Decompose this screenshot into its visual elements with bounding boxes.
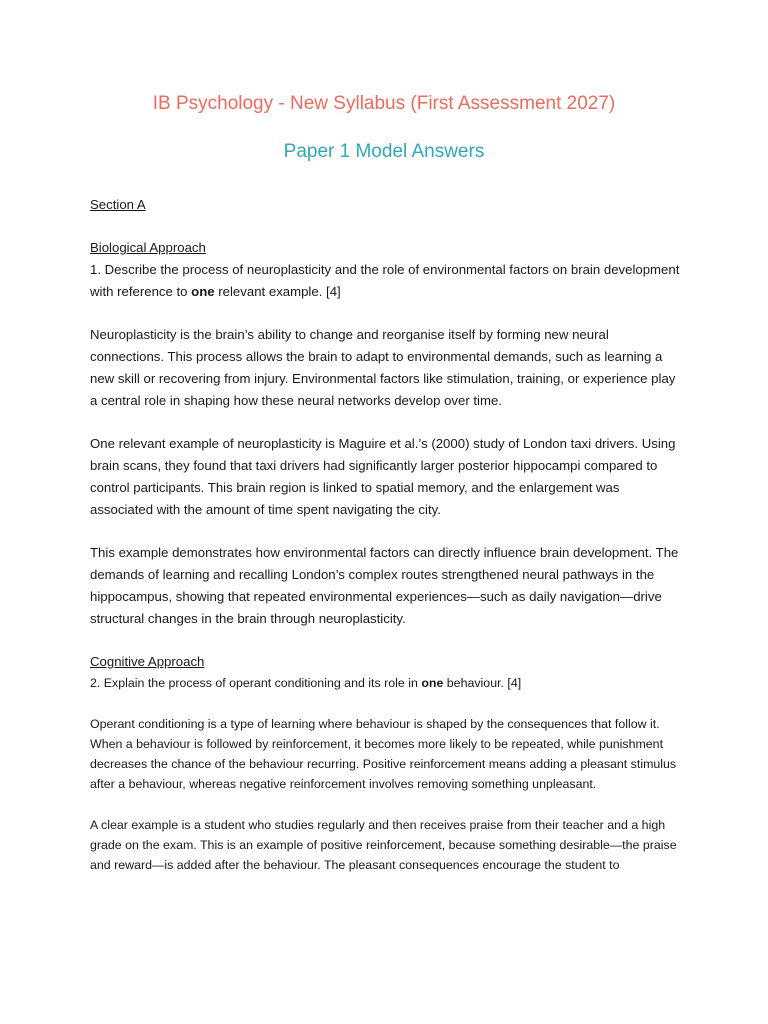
document-subtitle: Paper 1 Model Answers: [283, 141, 485, 162]
answer-2-paragraph-1: Operant conditioning is a type of learning where behaviour is shaped by the consequences that follow it. When a behaviour is followed by reinforcement, it becomes more likely to be repeated, while punishment decreases the chance of the behaviour recurring. Positive reinforcement means adding a pleasant stimulus after a behaviour, whereas negative reinforcement involves removing something unpleasant.: [90, 717, 677, 791]
document-title: IB Psychology - New Syllabus (First Assessment 2027): [152, 93, 616, 114]
question-2-mark: behaviour. [4]: [443, 676, 522, 690]
question-2-text: 2. Explain the process of operant conditioning and its role in: [90, 676, 422, 690]
question-1-mark: relevant example. [4]: [214, 284, 341, 299]
question-2: [90, 673, 680, 693]
cognitive-approach-heading: Cognitive Approach: [90, 654, 205, 669]
answer-1-paragraph-3: This example demonstrates how environmental factors can directly influence brain development. The demands of learning and recalling London’s complex routes strengthened neural pathways in the hippocampus, showing that repeated environmental experiences—such as daily navigation—drive structural changes in the brain through neuroplasticity.: [90, 545, 679, 626]
answer-2-paragraph-2: A clear example is a student who studies regularly and then receives praise from their teacher and a high grade on the exam. This is an example of positive reinforcement, because something desirable—the praise and reward—is added after the behaviour. The pleasant consequences encourage the student to: [90, 818, 677, 872]
answer-1-paragraph-1: Neuroplasticity is the brain’s ability to change and reorganise itself by forming new neural connections. This process allows the brain to adapt to environmental demands, such as learning a new skill or recovering from injury. Environmental factors like stimulation, training, or experience play a central role in shaping how these neural networks develop over time.: [90, 327, 676, 408]
section-label: Section A: [90, 197, 146, 212]
question-1-emphasis: one: [191, 284, 215, 299]
question-1-text: 1. Describe the process of neuroplasticity and the role of environmental factors on brain development with reference to: [90, 262, 680, 299]
question-2-emphasis: one: [421, 676, 444, 690]
document-body: [90, 194, 680, 875]
answer-1-paragraph-2: One relevant example of neuroplasticity is Maguire et al.’s (2000) study of London taxi drivers. Using brain scans, they found that taxi drivers had significantly larger posterior hippocampi compared to control participants. This brain region is linked to spatial memory, and the enlargement was associated with the amount of time spent navigating the city.: [90, 436, 676, 517]
question-1: [90, 259, 680, 303]
biological-approach-heading: Biological Approach: [90, 240, 206, 255]
